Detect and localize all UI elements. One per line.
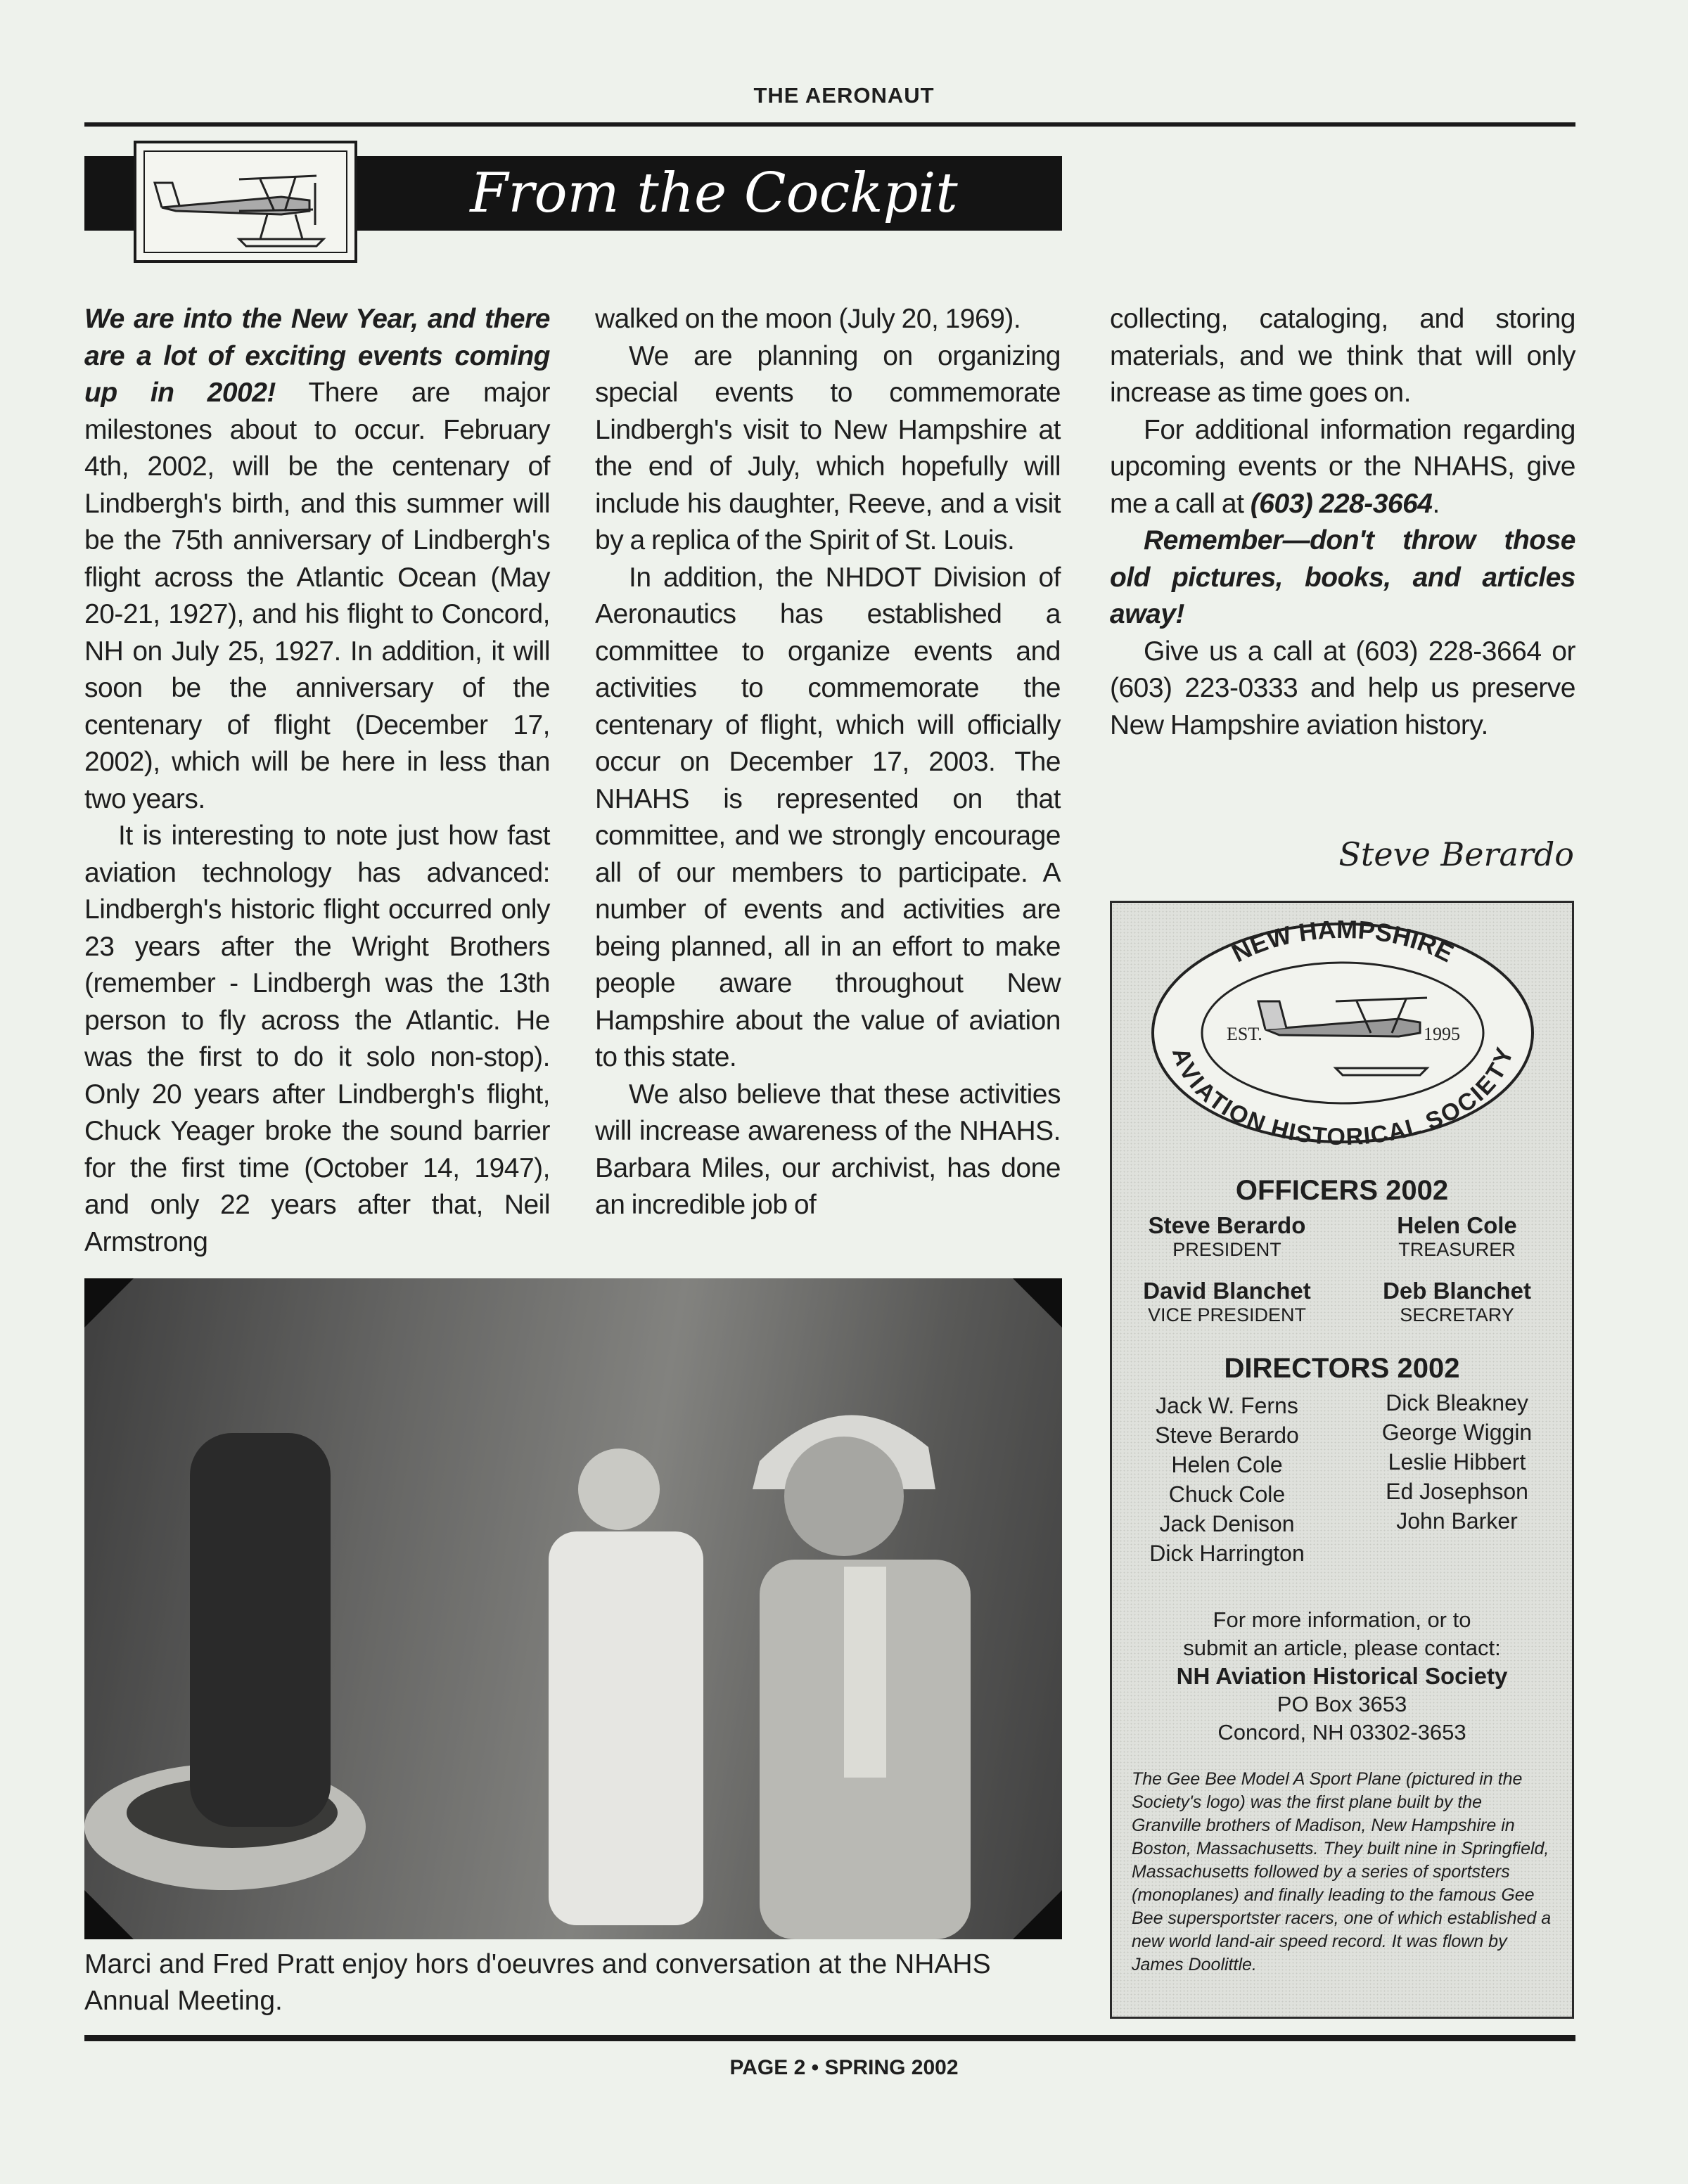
- article-column-1: [84, 301, 550, 1261]
- society-info-box: [1110, 901, 1574, 2019]
- punctuation: .: [1432, 488, 1440, 519]
- svg-text:EST.: EST.: [1227, 1024, 1262, 1044]
- contact-intro: For more information, or to: [1213, 1607, 1471, 1632]
- article-paragraph: walked on the moon (July 20, 1969).: [595, 304, 1021, 334]
- officer-role: TREASURER: [1398, 1239, 1516, 1260]
- biplane-illustration: [134, 141, 357, 263]
- officer: [1112, 1212, 1342, 1261]
- svg-text:AVIATION HISTORICAL SOCIETY: AVIATION HISTORICAL SOCIETY: [1166, 1044, 1519, 1149]
- gee-bee-note: The Gee Bee Model A Sport Plane (pictured in the Society's logo) was the first plane built by the Granville brothers of Madison, New Hampshire in Boston, Massachusetts. They built nine in Springfield, Massachusetts followed by a series of sportsters (monoplanes) and finally leading to the famous Gee Bee supersportster racers, one of which established a new world land-air speed record. It was flown by James Doolittle.: [1132, 1769, 1552, 1974]
- article-paragraph: We also believe that these activities will increase awareness of the NHAHS. Barbara Miles, our archivist, has done an incredible job of: [595, 1079, 1061, 1220]
- contact-info: [1112, 1606, 1572, 1747]
- officer-role: VICE PRESIDENT: [1147, 1304, 1307, 1325]
- article-column-2: [595, 301, 1061, 1224]
- article-paragraph: For additional information regarding upcoming events or the NHAHS, give me a call at: [1110, 414, 1575, 519]
- directors-list-left: [1112, 1391, 1342, 1568]
- officer-name: Helen Cole: [1397, 1212, 1517, 1238]
- page-footer: PAGE 2 • SPRING 2002: [729, 2056, 959, 2079]
- article-paragraph: We are planning on organizing special events to commemorate Lindbergh's visit to New Hampshire at the end of July, which hopefully will include his daughter, Reeve, and a visit by a replica of the Spirit of St. Louis.: [595, 340, 1061, 555]
- director-name: George Wiggin: [1381, 1420, 1533, 1445]
- officer: [1342, 1212, 1572, 1261]
- director-name: Dick Bleakney: [1386, 1390, 1528, 1415]
- event-photo: [84, 1278, 1062, 1939]
- director-name: Ed Josephson: [1386, 1479, 1528, 1504]
- article-paragraph: It is interesting to note just how fast aviation technology has advanced: Lindbergh's historic flight occurred only 23 years after the Wright Brothers (remember - Lindbergh was the 13th person to fly across the Atlantic. He was the first to do it solo non-stop). Only 20 years after Lindbergh's flight, Chuck Yeager broke the sound barrier for the first time (October 14, 1947), and only 22 years after that, Neil Armstrong: [84, 821, 550, 1257]
- newsletter-title: THE AERONAUT: [753, 83, 935, 108]
- director-name: John Barker: [1396, 1508, 1518, 1534]
- directors-list-right: [1342, 1388, 1572, 1536]
- officer-role: SECRETARY: [1400, 1304, 1514, 1325]
- header-rule: [84, 122, 1575, 127]
- directors-heading: DIRECTORS 2002: [1224, 1353, 1460, 1384]
- article-paragraph: There are major milestones about to occur. February 4th, 2002, will be the centenary of Lindbergh's birth, and this summer will be the 75th anniversary of Lindbergh's flight across the Atlantic Ocean (May 20-21, 1927), and his flight to Concord, NH on July 25, 1927. In addition, it will soon be the anniversary of the centenary of flight (December 17, 2002), which will be here in less than two years.: [84, 378, 550, 814]
- director-name: Leslie Hibbert: [1388, 1449, 1526, 1475]
- phone-number: (603) 228-3664: [1250, 488, 1433, 519]
- svg-text:1995: 1995: [1424, 1024, 1460, 1044]
- director-name: Steve Berardo: [1155, 1422, 1299, 1448]
- city-address: Concord, NH 03302-3653: [1217, 1720, 1466, 1745]
- officer: [1342, 1278, 1572, 1326]
- article-paragraph: In addition, the NHDOT Division of Aeronautics has established a committee to organize events and activities to commemorate the centenary of flight, which will officially occur on December 17, 2003. The NHAHS is represented on that committee, and we strongly encourage all of our members to participate. A number of events and activities are being planned, all in an effort to make people aware throughout New Hampshire about the value of aviation to this state.: [595, 562, 1061, 1072]
- po-box: PO Box 3653: [1277, 1692, 1407, 1716]
- officer-name: Deb Blanchet: [1383, 1278, 1531, 1304]
- director-name: Jack W. Ferns: [1156, 1393, 1298, 1418]
- contact-intro: submit an article, please contact:: [1183, 1636, 1501, 1660]
- officer-role: PRESIDENT: [1172, 1239, 1281, 1260]
- director-name: Helen Cole: [1171, 1452, 1283, 1477]
- officer: [1112, 1278, 1342, 1326]
- article-paragraph: collecting, cataloging, and storing materials, and we think that will only increase as time goes on.: [1110, 304, 1575, 408]
- society-logo: [1146, 917, 1540, 1149]
- photo-figures: [84, 1278, 1062, 1939]
- director-name: Chuck Cole: [1168, 1482, 1286, 1507]
- article-lead: We are into the New Year, and there are a lot of exciting events coming up in 2002!: [84, 304, 550, 408]
- director-name: Jack Denison: [1159, 1511, 1295, 1536]
- footer-rule: [84, 2035, 1575, 2041]
- section-title: From the Cockpit: [470, 162, 958, 225]
- article-paragraph: Give us a call at (603) 228-3664 or (603) 223-0333 and help us preserve New Hampshire aviation history.: [1110, 636, 1575, 740]
- officer-name: David Blanchet: [1143, 1278, 1311, 1304]
- svg-text:NEW HAMPSHIRE: NEW HAMPSHIRE: [1227, 917, 1459, 968]
- article-column-3: [1110, 301, 1575, 744]
- org-name: NH Aviation Historical Society: [1176, 1663, 1508, 1689]
- biplane-icon: [134, 141, 357, 263]
- signature: Steve Berardo: [1338, 835, 1574, 873]
- officer-name: Steve Berardo: [1148, 1212, 1306, 1238]
- officers-heading: OFFICERS 2002: [1235, 1175, 1449, 1206]
- director-name: Dick Harrington: [1149, 1541, 1305, 1566]
- article-callout: Remember—don't throw those old pictures, books, and articles away!: [1110, 525, 1575, 629]
- photo-caption: Marci and Fred Pratt enjoy hors d'oeuvres and conversation at the NHAHS Annual Meeting.: [84, 1949, 991, 2016]
